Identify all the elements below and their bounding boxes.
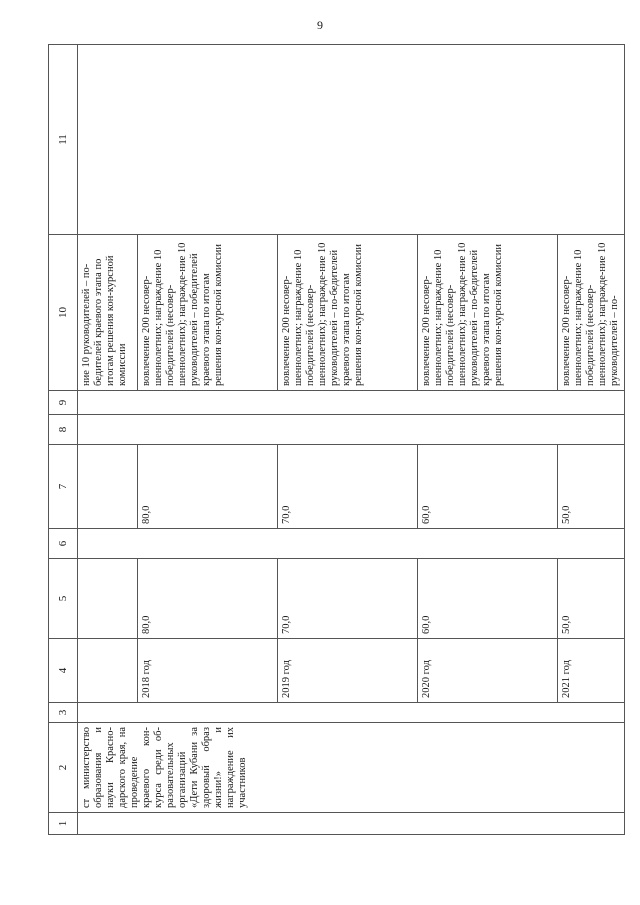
rotated-table-container [48, 45, 620, 835]
result-cell: ние 10 руководителей – по-бедителей краевого этапа по итогам решения кон-курсной комиссии [78, 235, 138, 390]
header-col-7: 7 [49, 445, 78, 529]
header-col-1: 1 [49, 813, 78, 835]
value-cell: 60,0 [418, 445, 558, 528]
year-cell: 2021 год [561, 660, 572, 698]
value-cell: 80,0 [138, 445, 278, 528]
table-row [78, 45, 625, 835]
value-cell [78, 445, 138, 528]
year-cell: 2020 год [418, 639, 558, 702]
cell-col-6 [78, 529, 625, 559]
year-cell: 2018 год [138, 639, 278, 702]
value-cell: 50,0 [561, 505, 572, 524]
cell-col-5 [78, 559, 625, 639]
result-cell: вовлечение 200 несовер-шеннолетних; награждение 10 победителей (несовер-шеннолетних); награжде-ние 10 руководителей – победителей краевого этапа по итогам решения кон-курсной комиссии [138, 235, 278, 390]
cell-col-10 [78, 235, 625, 391]
header-col-8: 8 [49, 415, 78, 445]
header-col-5: 5 [49, 559, 78, 639]
header-col-6: 6 [49, 529, 78, 559]
header-col-3: 3 [49, 703, 78, 723]
header-col-11: 11 [49, 45, 78, 235]
result-cell: вовлечение 200 несовер-шеннолетних; награждение 10 победителей (несовер-шеннолетних); награжде-ние 10 руководителей – по-бедителей краевого этапа по итогам решения кон-курсной комиссии [278, 235, 418, 390]
cell-col-7 [78, 445, 625, 529]
cell-col-1 [78, 813, 625, 835]
year-cell [78, 639, 138, 702]
header-col-9: 9 [49, 391, 78, 415]
cell-col-9 [78, 391, 625, 415]
program-table [48, 44, 625, 835]
header-col-4: 4 [49, 639, 78, 703]
value-cell [78, 559, 138, 638]
result-cell: вовлечение 200 несовер-шеннолетних; награждение 10 победителей (несовер-шеннолетних); награжде-ние 10 руководителей – по- [561, 242, 620, 386]
cell-col-3 [78, 703, 625, 723]
year-cell: 2019 год [278, 639, 418, 702]
page-number: 9 [317, 18, 323, 32]
cell-description: ст министерство образования и науки Красно-дарского края, на проведение краевого кон-курса среди об-разовательных организаций «Дети Кубани за здоровый образ жизни!» и награждение их участников [78, 723, 625, 813]
cell-years [78, 639, 625, 703]
result-cell: вовлечение 200 несовер-шеннолетних; награждение 10 победителей (несовер-шеннолетних); награжде-ние 10 руководителей – по-бедителей краевого этапа по итогам решения кон-курсной комиссии [418, 235, 558, 390]
value-cell: 50,0 [561, 615, 572, 634]
value-cell: 70,0 [278, 559, 418, 638]
value-cell: 60,0 [418, 559, 558, 638]
cell-col-8 [78, 415, 625, 445]
cell-col-11 [78, 45, 625, 235]
header-col-10: 10 [49, 235, 78, 391]
header-row [49, 45, 78, 835]
value-cell: 80,0 [138, 559, 278, 638]
value-cell: 70,0 [278, 445, 418, 528]
header-col-2: 2 [49, 723, 78, 813]
